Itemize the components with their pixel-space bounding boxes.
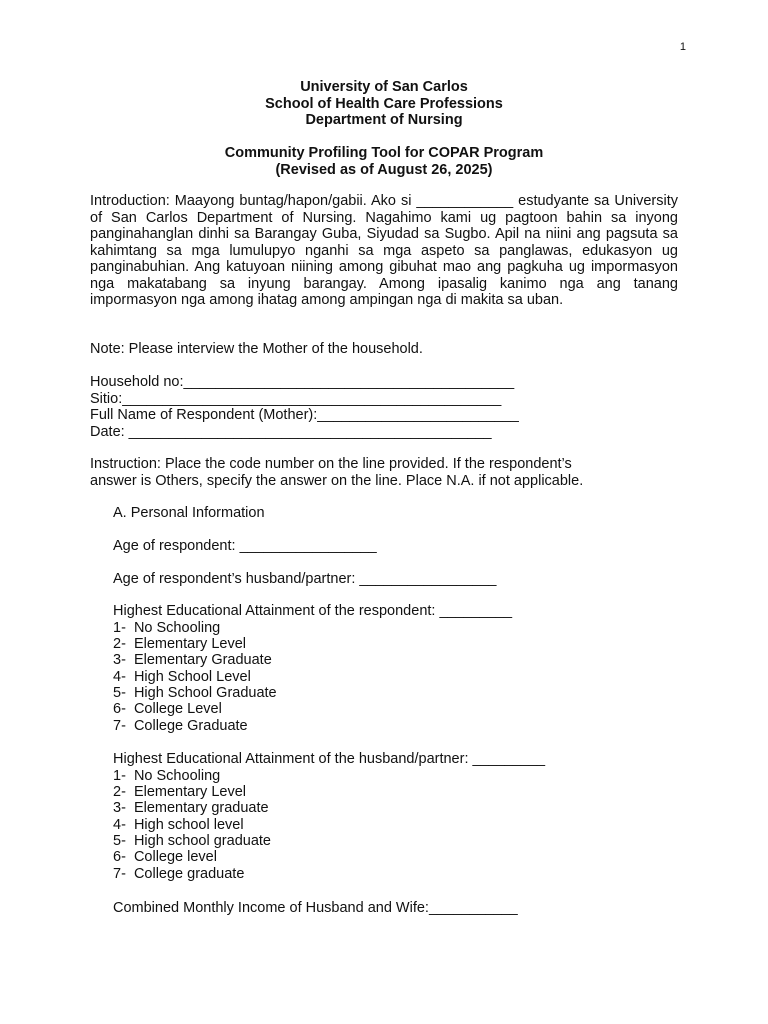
edu-respondent-option: 2- Elementary Level <box>113 635 246 652</box>
age-partner-field: Age of respondent’s husband/partner: _________________ <box>113 571 497 587</box>
edu-respondent-option: 4- High School Level <box>113 668 251 685</box>
edu-partner-option: 3- Elementary graduate <box>113 800 269 817</box>
section-a-title: A. Personal Information <box>113 505 265 521</box>
interview-note <box>90 341 678 358</box>
instruction-line-2: answer is Others, specify the answer on the line. Place N.A. if not applicable. <box>90 472 584 489</box>
age-respondent-field: Age of respondent: _________________ <box>113 538 377 554</box>
university-name: University of San Carlos <box>300 79 468 95</box>
instruction-block <box>90 456 678 489</box>
household-no-field: Household no:_________________________________________ <box>90 374 515 390</box>
edu-partner-block <box>113 751 678 882</box>
note-text: Note: Please interview the Mother of the household. <box>90 341 423 357</box>
edu-partner-option: 5- High school graduate <box>113 833 271 850</box>
edu-respondent-label: Highest Educational Attainment of the respondent: _________ <box>113 603 513 619</box>
age-respondent-block <box>113 538 678 555</box>
respondent-name-field: Full Name of Respondent (Mother):_________________________ <box>90 407 519 423</box>
header-spacer <box>90 129 678 146</box>
edu-respondent-option: 5- High School Graduate <box>113 685 277 702</box>
edu-partner-option: 1- No Schooling <box>113 767 221 784</box>
age-partner-block <box>113 571 678 588</box>
introduction-paragraph: Introduction: Maayong buntag/hapon/gabii. Ako si ____________ estudyante sa University of San Carlos Department of Nursing. Nagahimo kami ug pagtoon bahin sa inyong panginahanglan dinhi sa Barangay Guba, Siyudad sa Sugbo. Apil na niini ang pagsuta sa kahimtang sa mga lumulupyo nganhi sa mga aspeto sa panglawas, edukasyon ug panginabuhian. Ang katuyoan niining among gibuhat mao ang pagkuha ug impormasyon nga makatabang sa inyung barangay. Among ipasalig kanimo nga ang tanang impormasyon nga among ihatag among ampingan nga di makita sa uban. <box>90 193 678 308</box>
household-fields <box>90 374 678 440</box>
edu-partner-option: 7- College graduate <box>113 865 245 882</box>
edu-respondent-block <box>113 603 678 734</box>
edu-respondent-option: 7- College Graduate <box>113 717 248 734</box>
page-number: 1 <box>679 41 686 53</box>
edu-partner-option: 2- Elementary Level <box>113 783 246 800</box>
edu-partner-option: 6- College level <box>113 849 217 866</box>
income-block <box>113 900 678 917</box>
edu-partner-option: 4- High school level <box>113 816 244 833</box>
edu-respondent-option: 6- College Level <box>113 701 222 718</box>
edu-respondent-option: 1- No Schooling <box>113 619 221 636</box>
school-name: School of Health Care Professions <box>265 95 503 112</box>
document-header <box>90 79 678 178</box>
document-title: Community Profiling Tool for COPAR Program <box>224 145 544 161</box>
date-field: Date: _____________________________________________ <box>90 423 492 440</box>
revision-note: (Revised as of August 26, 2025) <box>275 161 493 178</box>
section-a-title-block <box>113 505 678 522</box>
sitio-field: Sitio:_______________________________________________ <box>90 390 502 407</box>
edu-partner-label: Highest Educational Attainment of the husband/partner: _________ <box>113 751 546 767</box>
edu-respondent-option: 3- Elementary Graduate <box>113 652 272 669</box>
department-name: Department of Nursing <box>305 112 463 128</box>
instruction-line-1: Instruction: Place the code number on the line provided. If the respondent’s <box>90 456 572 472</box>
combined-income-field: Combined Monthly Income of Husband and Wife:___________ <box>113 900 518 916</box>
